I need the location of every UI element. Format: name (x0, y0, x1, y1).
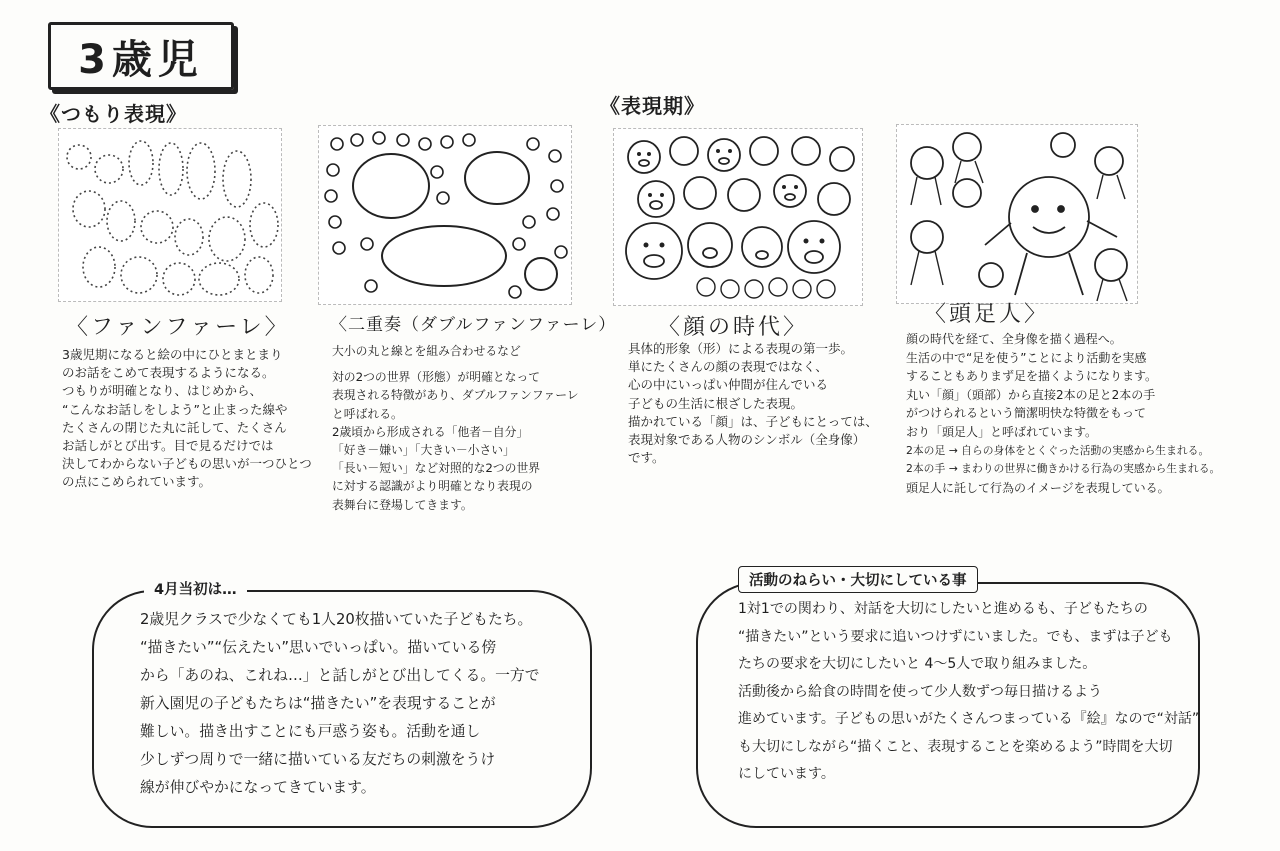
text-line: 生活の中で“足を使う”ことにより活動を実感 (906, 350, 1147, 365)
text-line: 少しずつ周りで一緒に描いている友だちの刺激をうけ (140, 751, 496, 768)
text-line: たちの要求を大切にしたいと 4〜5人で取り組みました。 (738, 656, 1097, 672)
caption-fanfare: 〈ファンファーレ〉 (66, 315, 290, 340)
caption-face-era: 〈顔の時代〉 (658, 315, 809, 340)
text-line: から「あのね、これね…」と話しがとび出してくる。一方で (140, 667, 540, 684)
text-line: 1対1での関わり、対話を大切にしたいと進めるも、子どもたちの (738, 601, 1148, 617)
text-line: 線が伸びやかになってきています。 (140, 779, 376, 796)
text-line: にしています。 (738, 766, 835, 782)
text-line: 決してわからない子どもの思いが一つひとつ (62, 456, 312, 472)
description-fanfare (62, 346, 312, 492)
text-line: “描きたい”“伝えたい”思いでいっぱい。描いている傍 (140, 639, 497, 656)
text-line: 頭足人に託して行為のイメージを表現している。 (906, 480, 1170, 495)
text-line: 2歳児クラスで少なくても1人20枚描いていた子どもたち。 (140, 611, 533, 628)
text-line: 顔の時代を経て、全身像を描く過程へ。 (906, 332, 1122, 346)
text-line: 2本の足 → 自らの身体をとくぐった活動の実感から生まれる。 (906, 443, 1210, 457)
text-line: 大小の丸と線とを組み合わせるなど (332, 344, 521, 358)
caption-tousoku-jin: 〈頭足人〉 (924, 302, 1050, 327)
text-line: 「長い－短い」など対照的な2つの世界 (332, 461, 541, 476)
text-line: の点にこめられています。 (62, 474, 212, 490)
text-line: 子どもの生活に根ざした表現。 (628, 395, 804, 411)
note-aims-heading: 活動のねらい・大切にしている事 (738, 566, 978, 593)
text-line: も大切にしながら“描くこと、表現することを楽めるよう”時間を大切 (738, 738, 1173, 755)
text-line: することもありまず足を描くようになります。 (906, 369, 1158, 384)
text-line: 活動後から給食の時間を使って少人数ずつ毎日描けるよう (738, 683, 1102, 700)
text-line: “描きたい”という要求に追いつけずにいました。でも、まずは子ども (738, 628, 1173, 645)
caption-double-fanfare: 〈二重奏（ダブルファンファーレ） (330, 315, 617, 335)
note-aims-body (738, 596, 1199, 789)
text-line: たくさんの閉じた丸に託して、たくさん (62, 419, 287, 435)
text-line: 対の2つの世界（形態）が明確となって (332, 370, 541, 385)
text-line: おり「頭足人」と呼ばれています。 (906, 424, 1098, 439)
text-line: 進めています。子どもの思いがたくさんつまっている『絵』なので“対話” (738, 711, 1200, 727)
text-line: 表現対象である人物のシンボル（全身像） (628, 432, 866, 448)
text-line: 具体的形象（形）による表現の第一歩。 (628, 341, 854, 356)
description-face-era (628, 340, 878, 467)
text-line: 新入園児の子どもたちは“描きたい”を表現することが (140, 695, 496, 712)
drawing-fanfare (58, 128, 282, 302)
text-line: 表舞台に登場してきます。 (332, 497, 473, 512)
section-label-hyougenki: 《表現期》 (600, 94, 705, 118)
text-line: 2本の手 → まわりの世界に働きかける行為の実感から生まれる。 (906, 462, 1221, 476)
text-line: お話しがとび出す。目で見るだけでは (62, 438, 274, 454)
text-line: に対する認識がより明確となり表現の (332, 479, 533, 494)
text-line: 「好き－嫌い」「大きい－小さい」 (332, 443, 515, 458)
text-line: “こんなお話しをしよう”と止まった線や (62, 401, 288, 417)
text-line: です。 (628, 450, 665, 466)
drawing-faces (613, 128, 863, 306)
text-line: 表現される特徴があり、ダブルファンファーレ (332, 388, 579, 403)
text-line: 描かれている「顔」は、子どもにとっては、 (628, 413, 878, 429)
text-line: 丸い「顔」（頭部）から直接2本の足と2本の手 (906, 387, 1156, 402)
page-title: 3歳児 (48, 22, 234, 90)
drawing-tousoku-jin (896, 124, 1138, 304)
note-april-heading: 4月当初は… (144, 578, 247, 599)
text-line: 心の中にいっぱい仲間が住んでいる (628, 377, 829, 393)
text-line: 難しい。描き出すことにも戸惑う姿も。活動を通し (140, 723, 481, 740)
text-line: 3歳児期になると絵の中にひとまとまり (62, 347, 283, 362)
description-tousoku-jin (906, 330, 1220, 497)
description-double-fanfare (332, 342, 579, 514)
section-label-tsumori: 《つもり表現》 (40, 102, 187, 126)
text-line: のお話をこめて表現するようになる。 (62, 365, 275, 381)
text-line: と呼ばれる。 (332, 406, 403, 421)
text-line: 単にたくさんの顔の表現ではなく、 (628, 359, 828, 375)
note-april-body (140, 606, 540, 802)
text-line: がつけられるという簡潔明快な特徴をもって (906, 406, 1147, 421)
drawing-double-fanfare (318, 125, 572, 305)
text-line: つもりが明確となり、はじめから、 (62, 383, 263, 399)
text-line: 2歳頃から形成される「他者－自分」 (332, 424, 529, 439)
